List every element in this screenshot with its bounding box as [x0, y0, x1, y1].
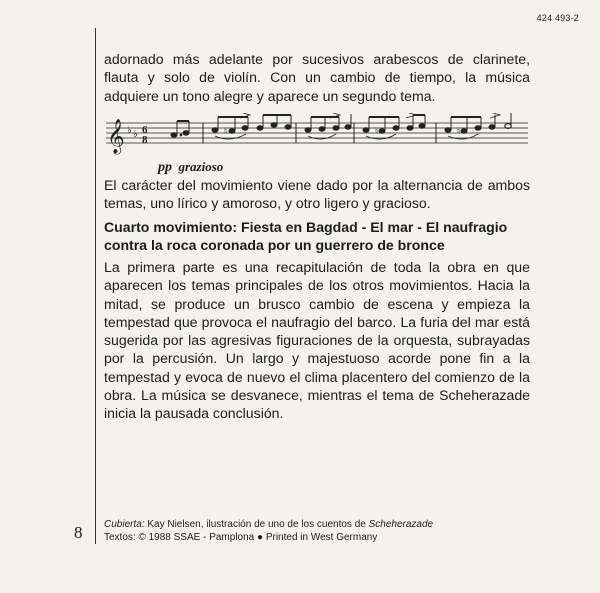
time-signature-top: 6 — [142, 124, 148, 136]
svg-text:♭: ♭ — [133, 129, 138, 140]
cover-credit — [104, 518, 433, 531]
dynamic-pp: pp — [158, 160, 172, 175]
treble-clef-icon: 𝄞 — [107, 119, 125, 154]
music-excerpt — [100, 113, 540, 175]
margin-rule — [95, 28, 96, 544]
expression-marking: grazioso — [178, 159, 224, 174]
credits — [104, 518, 433, 544]
svg-text:♮: ♮ — [457, 127, 461, 137]
svg-text:♮: ♮ — [224, 127, 228, 137]
flat-icon: ♭ — [127, 125, 132, 136]
paragraph-1: adornado más adelante por sucesivos arabescos de clarinete, flauta y solo de violín. Con un cambio de tiempo, la música adquiere un tono alegre y aparece un segundo tema. — [104, 51, 530, 104]
cover-label: Cubierta: — [104, 519, 145, 530]
time-signature-bottom: 8 — [142, 134, 148, 146]
catalog-number: 424 493-2 — [536, 13, 579, 23]
dynamic-marking — [158, 159, 223, 176]
texts-credit: Textos: © 1988 SSAE - Pamplona ● Printed in West Germany — [104, 532, 378, 543]
svg-text:♮: ♮ — [375, 127, 379, 137]
cover-work: Scheherazade — [368, 519, 434, 530]
page-number: 8 — [74, 523, 83, 542]
paragraph-3: La primera parte es una recapitulación de toda la obra en que aparecen los temas principales de los otros movimientos. Hacia la mitad, se produce un brusco cambio de escena y empieza la tempestad que provoca el naufragio del barco. La furia del mar está sugerida por las agresivas figuraciones de la orquesta, subrayadas por la percusión. Un largo y majestuoso acorde pone fin a la tempestad y evoca de nuevo el clima placentero del comienzo de la obra. La música se desvanece, mientras el tema de Scheherazade inicia la pausada conclusión. — [104, 259, 530, 422]
section-heading: Cuarto movimiento: Fiesta en Bagdad - El mar - El naufragio contra la roca coronada por un guerrero de bronce — [104, 219, 508, 254]
paragraph-2: El carácter del movimiento viene dado por la alternancia de ambos temas, uno lírico y amoroso, y otro ligero y gracioso. — [104, 177, 530, 212]
cover-text: Kay Nielsen, ilustración de uno de los cuentos de — [144, 519, 369, 530]
